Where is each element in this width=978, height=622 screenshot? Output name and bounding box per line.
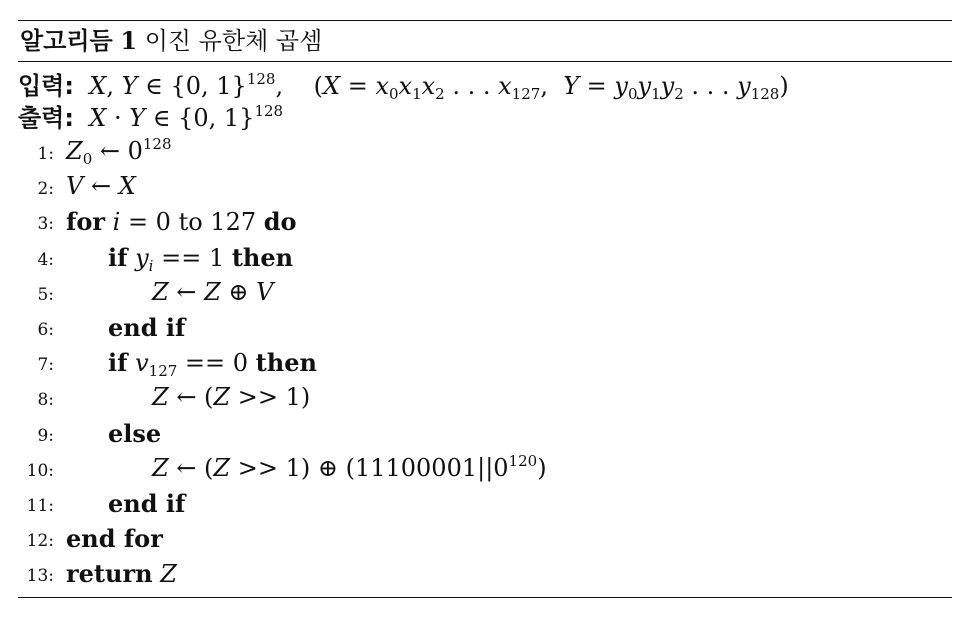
line-statement: for i = 0 to 127 do [66, 207, 297, 237]
algo-line-4 [18, 240, 952, 275]
line-statement: else [108, 418, 162, 448]
line-number: 11: [26, 495, 54, 516]
line-statement: end if [108, 312, 186, 342]
algo-line-7 [18, 345, 952, 380]
line-statement: if $y_i == 1$ then [108, 242, 294, 275]
line-number: 4: [37, 249, 54, 270]
output-expression: X · Y ∈ {0, 1}$^{128}$ [89, 102, 284, 132]
algo-line-9 [18, 416, 952, 451]
input-expression: X, Y ∈ {0, 1}$^{128}$, ($X = x_0x_1x_2$ . . . $x_{127}$, $Y = y_0y_1y_2$ . . . $y_{128}$) [89, 70, 789, 103]
line-number: 8: [37, 390, 54, 411]
input-line [18, 70, 952, 102]
line-statement: V ← X [66, 172, 136, 201]
input-label: 입력: [18, 72, 74, 100]
algo-line-13 [18, 556, 952, 591]
line-statement: if $v_{127} == 0$ then [108, 348, 317, 381]
algo-line-6 [18, 310, 952, 345]
line-number: 10: [26, 460, 54, 481]
output-line [18, 102, 952, 134]
line-number: 12: [26, 531, 54, 552]
algo-line-5 [18, 275, 952, 310]
output-label: 출력: [18, 104, 74, 132]
line-number: 6: [37, 319, 54, 340]
line-statement: Z ← (Z >> 1) [152, 383, 311, 412]
line-number: 7: [37, 355, 54, 376]
algorithm-body [18, 62, 952, 597]
caption-number: 1 [120, 26, 138, 55]
line-number: 3: [37, 214, 54, 235]
line-statement: $Z_0$ ← $0^{128}$ [66, 135, 172, 168]
line-number: 1: [37, 144, 54, 164]
line-number: 2: [37, 179, 54, 200]
algo-line-2 [18, 169, 952, 204]
algorithm-block [18, 20, 952, 598]
line-number: 13: [26, 566, 54, 587]
caption-prefix: 알고리듬 [20, 27, 113, 55]
algo-line-8 [18, 380, 952, 415]
algorithm-caption [18, 21, 952, 61]
algo-line-3 [18, 204, 952, 239]
caption-title: 이진 유한체 곱셈 [144, 27, 323, 55]
line-statement: Z ← Z ⊕ V [152, 277, 274, 306]
algo-line-11 [18, 486, 952, 521]
line-number: 9: [37, 425, 54, 446]
line-statement: end for [66, 524, 163, 554]
algo-line-12 [18, 521, 952, 556]
line-statement: Z ← (Z >> 1) ⊕ $(11100001||0^{120})$ [152, 451, 547, 482]
algo-line-1 [18, 134, 952, 169]
algo-line-10 [18, 451, 952, 486]
line-statement: return Z [66, 559, 177, 589]
line-statement: end if [108, 488, 186, 518]
bottom-rule [18, 597, 952, 598]
line-number: 5: [37, 284, 54, 305]
